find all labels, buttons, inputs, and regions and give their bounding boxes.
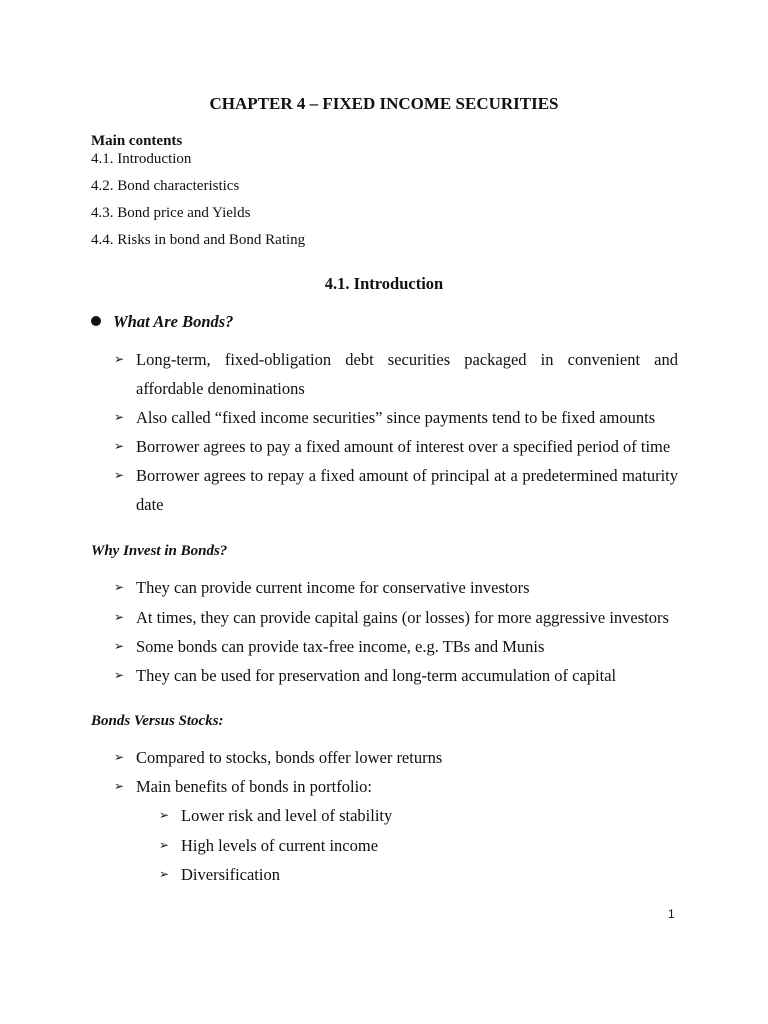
why-invest-heading: Why Invest in Bonds? [91, 543, 228, 559]
arrowhead-bullet-icon: ➢ [114, 410, 125, 424]
toc-item: 4.3. Bond price and Yields [91, 205, 251, 221]
arrowhead-bullet-icon: ➢ [159, 867, 170, 881]
arrowhead-bullet-icon: ➢ [159, 838, 170, 852]
bonds-vs-stocks-heading: Bonds Versus Stocks: [91, 713, 224, 729]
toc-item: 4.4. Risks in bond and Bond Rating [91, 232, 306, 248]
arrowhead-bullet-icon: ➢ [114, 352, 125, 366]
page-number: 1 [668, 907, 675, 921]
section-title: 4.1. Introduction [324, 274, 444, 293]
list-item-text: Some bonds can provide tax-free income, e.g. TBs and Munis [136, 637, 545, 656]
list-item-text: At times, they can provide capital gains (or losses) for more aggressive investors [136, 608, 669, 627]
arrowhead-bullet-icon: ➢ [114, 668, 125, 682]
arrowhead-bullet-icon: ➢ [114, 439, 125, 453]
what-are-bonds-heading [91, 312, 233, 332]
arrowhead-bullet-icon: ➢ [114, 750, 125, 764]
arrowhead-bullet-icon: ➢ [114, 580, 125, 594]
toc-item: 4.1. Introduction [91, 151, 192, 167]
arrowhead-bullet-icon: ➢ [114, 639, 125, 653]
list-item-text: Also called “fixed income securities” since payments tend to be fixed amounts [136, 408, 656, 427]
list-item-text: They can provide current income for conservative investors [136, 578, 530, 597]
list-item-text: Main benefits of bonds in portfolio: [136, 777, 373, 796]
toc-item: 4.2. Bond characteristics [91, 178, 240, 194]
list-item-text: They can be used for preservation and long-term accumulation of capital [136, 666, 617, 685]
arrowhead-bullet-icon: ➢ [114, 610, 125, 624]
list-item-text: Compared to stocks, bonds offer lower returns [136, 748, 443, 767]
list-item-text: Borrower agrees to pay a fixed amount of interest over a specified period of time [136, 437, 671, 456]
sub-list-item-text: Diversification [181, 865, 280, 884]
contents-heading: Main contents [91, 133, 183, 149]
chapter-title: CHAPTER 4 – FIXED INCOME SECURITIES [209, 94, 559, 113]
filled-circle-bullet-icon [91, 316, 101, 326]
arrowhead-bullet-icon: ➢ [114, 468, 125, 482]
arrowhead-bullet-icon: ➢ [114, 779, 125, 793]
what-are-bonds-label: What Are Bonds? [113, 312, 234, 331]
sub-list-item-text: High levels of current income [181, 836, 379, 855]
arrowhead-bullet-icon: ➢ [159, 808, 170, 822]
sub-list-item-text: Lower risk and level of stability [181, 806, 393, 825]
list-item-text: Long-term, fixed-obligation debt securities packaged in convenient and affordable denominations [136, 350, 678, 398]
list-item-text: Borrower agrees to repay a fixed amount of principal at a predetermined maturity date [136, 466, 678, 514]
